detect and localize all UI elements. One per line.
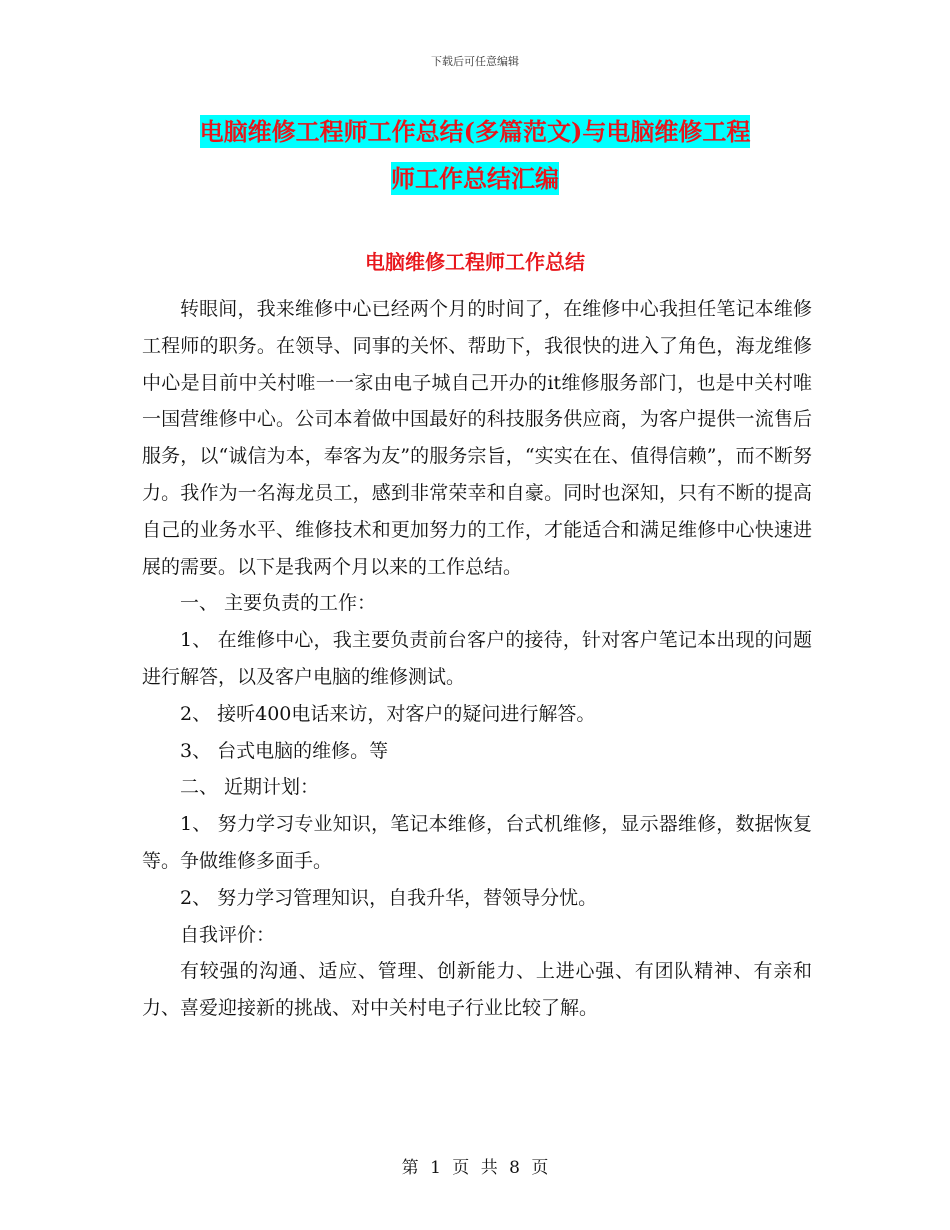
paragraph-heading-main-work: 一、 主要负责的工作：	[180, 592, 377, 615]
paragraph-plan-item-2: 2、 努力学习管理知识，自我升华，替领导分忧。	[180, 886, 598, 909]
section-title: 电脑维修工程师工作总结	[365, 250, 585, 274]
paragraph-self-eval: 有较强的沟通、适应、管理、创新能力、上进心强、有团队精神、有亲和力、喜爱迎接新的挑战、对中关村电子行业比较了解。	[142, 960, 812, 1020]
document-title-line-1: 电脑维修工程师工作总结(多篇范文)与电脑维修工程	[199, 117, 751, 146]
document-title	[140, 108, 810, 202]
paragraph-work-item-1: 1、 在维修中心，我主要负责前台客户的接待，针对客户笔记本出现的问题进行解答，以及客户电脑的维修测试。	[142, 629, 812, 688]
paragraph-intro: 转眼间，我来维修中心已经两个月的时间了，在维修中心我担任笔记本维修工程师的职务。在领导、同事的关怀、帮助下，我很快的进入了角色，海龙维修中心是目前中关村唯一一家由电子城自己开办的it维修服务部门，也是中关村唯一国营维修中心。公司本着做中国最好的科技服务供应商，为客户提供一流售后服务，以“诚信为本，奉客为友”的服务宗旨，“实实在在、值得信赖”，而不断努力。我作为一名海龙员工，感到非常荣幸和自豪。同时也深知，只有不断的提高自己的业务水平、维修技术和更加努力的工作，才能适合和满足维修中心快速进展的需要。以下是我两个月以来的工作总结。	[142, 298, 812, 578]
page-number: 第 1 页 共 8 页	[401, 1158, 549, 1178]
document-body	[142, 291, 812, 1027]
paragraph-plan-item-1: 1、 努力学习专业知识，笔记本维修，台式机维修，显示器维修，数据恢复等。争做维修多面手。	[142, 813, 812, 872]
paragraph-work-item-2: 2、 接听400电话来访，对客户的疑问进行解答。	[180, 702, 596, 725]
document-title-line-2: 师工作总结汇编	[391, 164, 559, 193]
paragraph-heading-self-eval: 自我评价：	[180, 923, 276, 946]
paragraph-work-item-3: 3、 台式电脑的维修。等	[180, 739, 389, 762]
page-header-note: 下载后可任意编辑	[431, 55, 519, 68]
paragraph-heading-plan: 二、 近期计划：	[180, 776, 320, 799]
